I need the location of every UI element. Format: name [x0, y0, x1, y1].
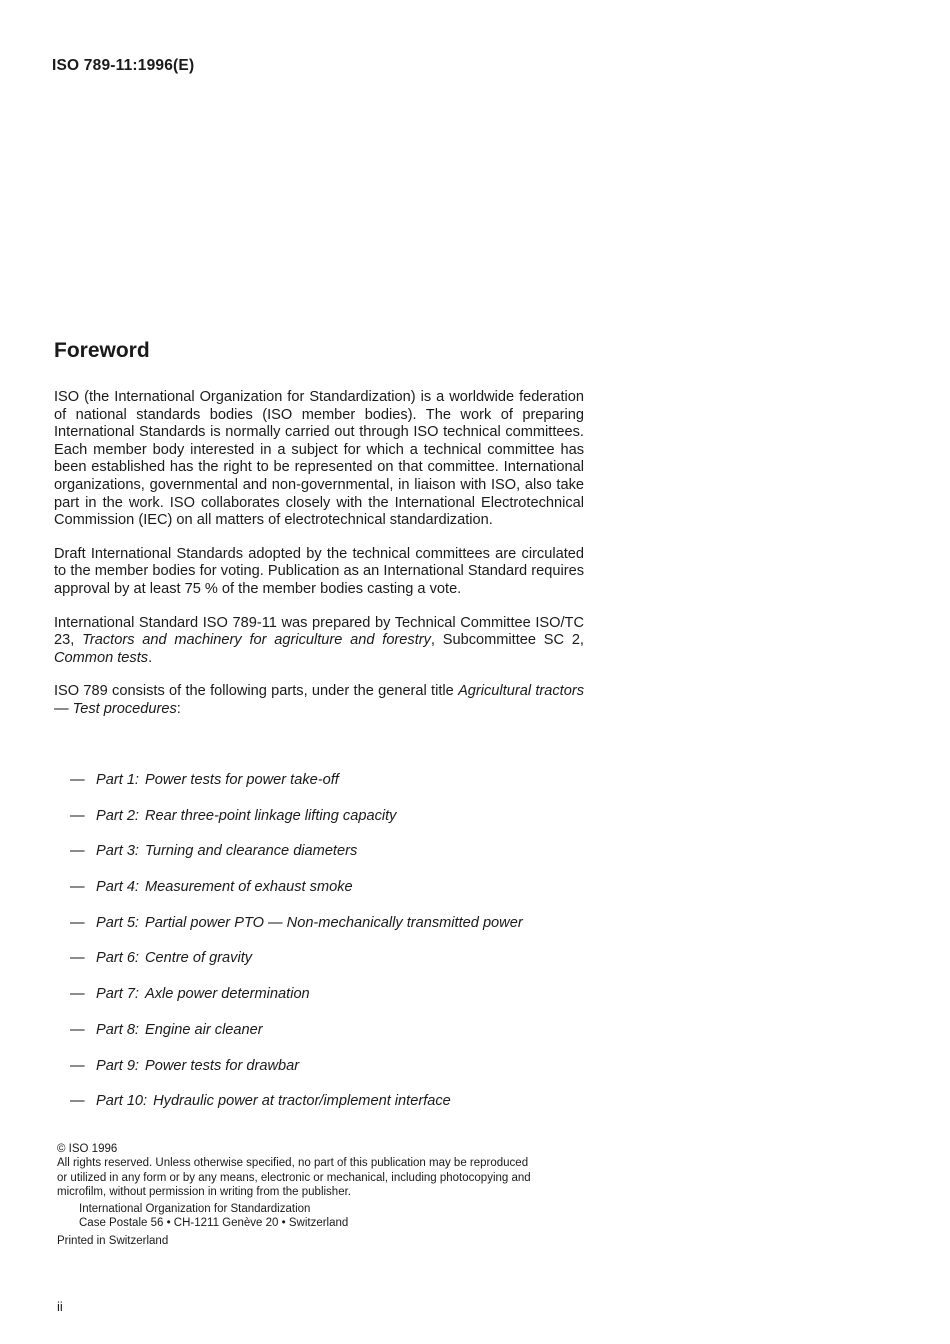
part-title: Turning and clearance diameters: [145, 843, 358, 860]
list-item: [70, 1093, 630, 1129]
list-item: [70, 1022, 630, 1058]
part-title: Measurement of exhaust smoke: [145, 879, 353, 896]
para3-text-e: .: [148, 649, 153, 666]
parts-list: [70, 772, 630, 1129]
part-title: Axle power determination: [145, 986, 310, 1003]
part-title: Centre of gravity: [145, 950, 253, 967]
list-item: [70, 1058, 630, 1094]
document-id: ISO 789-11:1996(E): [52, 57, 195, 74]
printed-in: Printed in Switzerland: [57, 1235, 169, 1248]
page-number: ii: [57, 1299, 63, 1314]
sc-title: Common tests: [54, 649, 149, 666]
part-number: Part 6:: [96, 950, 139, 967]
foreword-paragraph-3: [54, 615, 584, 668]
part-title: Hydraulic power at tractor/implement interface: [153, 1093, 451, 1110]
copyright-line: © ISO 1996: [57, 1143, 118, 1155]
list-dash: —: [70, 807, 85, 824]
tc-title: Tractors and machinery for agriculture and forestry: [82, 632, 431, 649]
part-title: Rear three-point linkage lifting capacity: [145, 807, 397, 824]
part-number: Part 8:: [96, 1021, 139, 1038]
part-number: Part 4:: [96, 879, 139, 896]
para3-text-a: International Standard ISO 789-11 was prepared by Technical Committee ISO/TC 23,: [54, 614, 584, 649]
list-item: [70, 950, 630, 986]
para3-text-c: , Subcommittee SC 2,: [430, 632, 584, 649]
list-item: [70, 879, 630, 915]
foreword-heading: Foreword: [54, 339, 150, 362]
foreword-paragraph-1: ISO (the International Organization for Standardization) is a worldwide federation of national standards bodies (ISO member bodies). The work of preparing International Standards is normally carried out through ISO technical committees. Each member body interested in a subject for which a technical committee has been established has the right to be represented on that committee. International organizations, governmental and non-governmental, in liaison with ISO, also take part in the work. ISO collaborates closely with the International Electrotechnical Commission (IEC) on all matters of electrotechnical standardization.: [54, 389, 584, 529]
foreword-paragraph-4: [54, 683, 584, 718]
list-item: [70, 986, 630, 1022]
list-dash: —: [70, 879, 85, 896]
list-dash: —: [70, 1057, 85, 1074]
rights-line-2: or utilized in any form or by any means, electronic or mechanical, including photocopying and: [57, 1171, 531, 1184]
list-dash: —: [70, 772, 85, 788]
part-number: Part 7:: [96, 986, 139, 1003]
organization-address: Case Postale 56 • CH-1211 Genève 20 • Switzerland: [79, 1217, 349, 1230]
part-title: Engine air cleaner: [145, 1021, 263, 1038]
foreword-body: [54, 389, 584, 735]
part-title: Power tests for power take-off: [145, 772, 339, 788]
copyright-notice: [57, 1142, 597, 1249]
list-item: [70, 808, 630, 844]
rights-line-1: All rights reserved. Unless otherwise specified, no part of this publication may be reproduced: [57, 1157, 529, 1170]
para4-text-c: :: [176, 700, 181, 717]
list-item: [70, 772, 630, 808]
list-dash: —: [70, 950, 85, 967]
part-title: Partial power PTO — Non-mechanically transmitted power: [145, 914, 523, 931]
part-title: Power tests for drawbar: [145, 1057, 300, 1074]
foreword-paragraph-2: Draft International Standards adopted by the technical committees are circulated to the member bodies for voting. Publication as an International Standard requires approval by at least 75 % of the member bodies casting a vote.: [54, 545, 584, 597]
list-item: [70, 915, 630, 951]
list-dash: —: [70, 914, 85, 931]
part-number: Part 1:: [96, 772, 139, 788]
part-number: Part 10:: [96, 1093, 148, 1110]
list-item: [70, 843, 630, 879]
list-dash: —: [70, 843, 85, 860]
part-number: Part 2:: [96, 807, 139, 824]
part-number: Part 9:: [96, 1057, 139, 1074]
list-dash: —: [70, 986, 85, 1003]
general-title: Agricultural tractors — Test procedures: [54, 683, 584, 717]
list-dash: —: [70, 1093, 85, 1110]
part-number: Part 3:: [96, 843, 139, 860]
part-number: Part 5:: [96, 914, 139, 931]
rights-line-3: microfilm, without permission in writing from the publisher.: [57, 1186, 351, 1199]
organization-name: International Organization for Standardization: [79, 1202, 311, 1215]
para4-text-a: ISO 789 consists of the following parts, under the general title: [54, 683, 459, 700]
list-dash: —: [70, 1021, 85, 1038]
